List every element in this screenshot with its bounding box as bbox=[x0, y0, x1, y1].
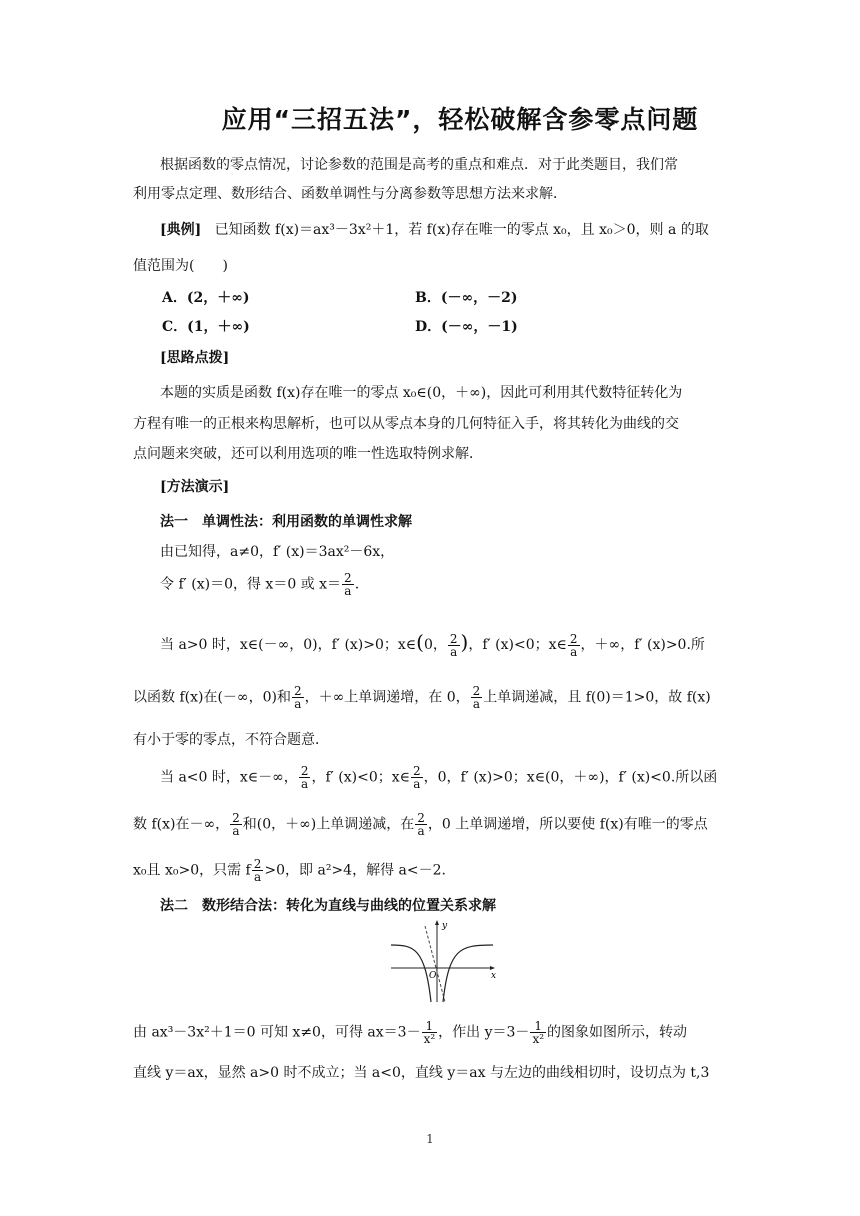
fraction-2-over-a: $\frac{2}{a}$ bbox=[344, 571, 352, 598]
hint-line-1: 本题的实质是函数 f(x)存在唯一的零点 x₀∈(0，＋∞)，因此可利用其代数特征转化为 bbox=[160, 385, 683, 401]
method1-line-2: 令 f′ (x)＝0，得 x＝0 或 x＝ $\frac{2}{a}$ . bbox=[160, 571, 360, 598]
hint-tag: [思路点拨] bbox=[160, 350, 230, 366]
y-axis-arrow bbox=[435, 920, 439, 925]
option-c: C．(1，＋∞) bbox=[162, 319, 250, 335]
fraction-2-over-a: $\frac{2}{a}$ bbox=[417, 811, 425, 838]
y-axis-label: y bbox=[442, 921, 448, 931]
option-a: A．(2，＋∞) bbox=[162, 290, 250, 306]
method1-line-5: 有小于零的零点，不符合题意． bbox=[133, 732, 329, 748]
fraction-2-over-a: $\frac{2}{a}$ bbox=[300, 764, 309, 791]
hint-line-2: 方程有唯一的正根来构思解析，也可以从零点本身的几何特征入手，将其转化为曲线的交 bbox=[133, 416, 679, 432]
intro-line-1: 根据函数的零点情况，讨论参数的范围是高考的重点和难点．对于此类题目，我们常 bbox=[160, 157, 678, 173]
method2-line-2: 直线 y＝ax，显然 a>0 时不成立；当 a<0，直线 y＝ax 与左边的曲线相切时，设切点为 t,3 bbox=[133, 1065, 710, 1081]
method1-line-1: 由已知得，a≠0，f′ (x)＝3ax²－6x， bbox=[160, 544, 395, 560]
page-number: 1 bbox=[426, 1132, 434, 1146]
tangent-line bbox=[425, 926, 445, 1002]
method1-line-8: x₀且 x₀>0，只需 f $\frac{2}{a}$ >0，即 a²>4，解得 a<－2. bbox=[133, 857, 446, 884]
function-graph bbox=[389, 918, 497, 1004]
option-d: D．(－∞，－1) bbox=[415, 319, 518, 335]
fraction-1-over-x2: $\frac{1}{\text{x²}}$ bbox=[532, 1019, 545, 1046]
example-text: 已知函数 f(x)＝ax³－3x²＋1，若 f(x)存在唯一的零点 x₀，且 x₀＞0，则 a 的取 bbox=[214, 222, 709, 238]
fraction-2-over-a: $\frac{2}{a}$ bbox=[293, 684, 302, 711]
fraction-2-over-a: $\frac{2}{a}$ bbox=[412, 764, 421, 791]
example-tag: [典例] bbox=[160, 222, 202, 238]
method2-line-1: 由 ax³－3x²＋1＝0 可知 x≠0，可得 ax＝3－ $\frac{1}{\text{x²}}$ ，作出 y＝3－ $\frac{1}{\text{x²}}$ 的图象如图所示，转动 bbox=[133, 1019, 688, 1046]
method1-heading: 法一 单调性法：利用函数的单调性求解 bbox=[160, 514, 412, 530]
fraction-2-over-a: $\frac{2}{a}$ bbox=[449, 631, 458, 659]
curve-right bbox=[443, 945, 493, 1002]
x-axis-label: x bbox=[491, 971, 497, 981]
method-tag: [方法演示] bbox=[160, 479, 230, 495]
origin-label: O bbox=[429, 971, 437, 981]
curve-left bbox=[391, 945, 431, 1002]
method1-line-4: 以函数 f(x)在(－∞，0)和 $\frac{2}{a}$ ，＋∞上单调递增，在 0， $\frac{2}{a}$ 上单调递减，且 f(0)＝1>0，故 f(x) bbox=[133, 684, 711, 711]
fraction-2-over-a: $\frac{2}{a}$ bbox=[253, 857, 262, 884]
page-title: 应用“三招五法”，轻松破解含参零点问题 bbox=[221, 105, 699, 134]
method1-line-6: 当 a<0 时，x∈－∞， $\frac{2}{a}$ ，f′ (x)<0；x∈ $\frac{2}{a}$ ，0，f′ (x)>0；x∈(0，＋∞)，f′ (x)<0.所以函 bbox=[160, 764, 718, 791]
fraction-1-over-x2: $\frac{1}{\text{x²}}$ bbox=[423, 1019, 436, 1046]
option-b: B．(－∞，－2) bbox=[415, 290, 518, 306]
method1-line-7: 数 f(x)在－∞， $\frac{2}{a}$ 和(0，＋∞)上单调递减，在 $\frac{2}{a}$ ，0 上单调递增，所以要使 f(x)有唯一的零点 bbox=[133, 811, 708, 838]
fraction-2-over-a: $\frac{2}{a}$ bbox=[232, 811, 240, 838]
method2-heading: 法二 数形结合法：转化为直线与曲线的位置关系求解 bbox=[160, 898, 496, 914]
fraction-2-over-a: $\frac{2}{a}$ bbox=[472, 684, 481, 711]
example-line-2: 值范围为( ) bbox=[133, 258, 228, 274]
example-line-1 bbox=[160, 220, 709, 240]
hint-line-3: 点问题来突破，还可以利用选项的唯一性选取特例求解． bbox=[133, 446, 483, 462]
method1-line-3: 当 a>0 时，x∈(－∞，0)，f′ (x)>0；x∈(0， $\frac{2}{a}$ )，f′ (x)<0；x∈ $\frac{2}{a}$ ，＋∞，f′ (x)>0.所 bbox=[160, 630, 705, 659]
x-axis-arrow bbox=[490, 966, 495, 970]
intro-line-2: 利用零点定理、数形结合、函数单调性与分离参数等思想方法来求解． bbox=[133, 186, 567, 202]
fraction-2-over-a: $\frac{2}{a}$ bbox=[569, 631, 578, 659]
